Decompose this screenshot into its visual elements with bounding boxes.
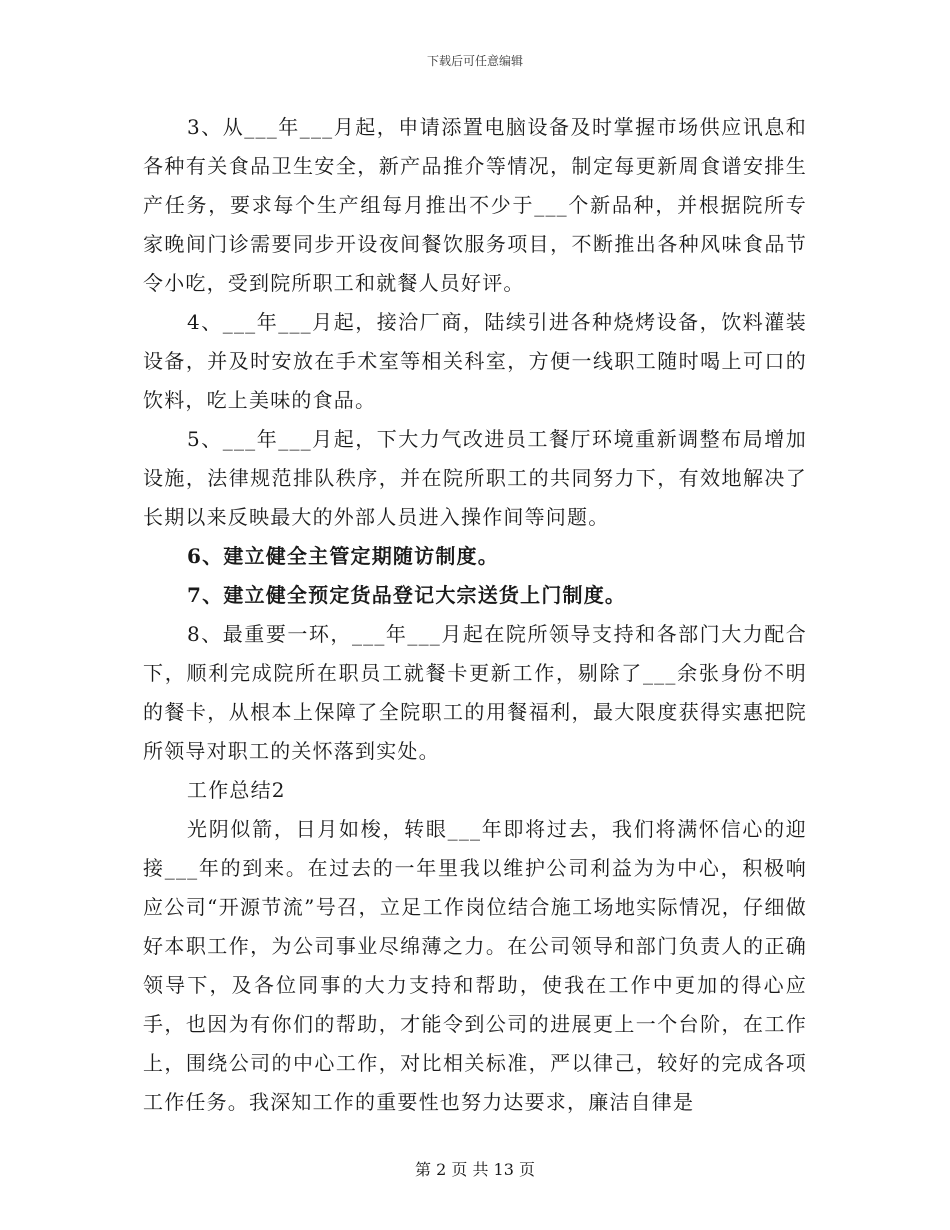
paragraph-item-7: 7、建立健全预定货品登记大宗送货上门制度。: [187, 583, 627, 607]
paragraph-item-5: 5、___年___月起，下大力气改进员工餐厅环境重新调整布局增加设施，法律规范排队秩序，并在院所职工的共同努力下，有效地解决了长期以来反映最大的外部人员进入操作间等问题。: [143, 427, 807, 529]
document-body: [143, 108, 807, 1122]
paragraph-item-8: 8、最重要一环，___年___月起在院所领导支持和各部门大力配合下，顺利完成院所在职员工就餐卡更新工作，剔除了___余张身份不明的餐卡，从根本上保障了全院职工的用餐福利，最大限度获得实惠把院所领导对职工的关怀落到实处。: [143, 622, 807, 763]
section-heading: 工作总结2: [187, 778, 286, 802]
paragraph-item-6: 6、建立健全主管定期随访制度。: [187, 544, 499, 568]
page-header: 下载后可任意编辑: [426, 54, 523, 68]
page-number-footer: 第 2 页 共 13 页: [415, 1160, 535, 1179]
paragraph-summary-2: 光阴似箭，日月如梭，转眼___年即将过去，我们将满怀信心的迎接___年的到来。在过去的一年里我以维护公司利益为为中心，积极响应公司“开源节流”号召，立足工作岗位结合施工场地实际情况，仔细做好本职工作，为公司事业尽绵薄之力。在公司领导和部门负责人的正确领导下，及各位同事的大力支持和帮助，使我在工作中更加的得心应手，也因为有你们的帮助，才能令到公司的进展更上一个台阶，在工作上，围绕公司的中心工作，对比相关标准，严以律己，较好的完成各项工作任务。我深知工作的重要性也努力达要求，廉洁自律是: [143, 817, 807, 1114]
paragraph-item-4: 4、___年___月起，接洽厂商，陆续引进各种烧烤设备，饮料灌装设备，并及时安放在手术室等相关科室，方便一线职工随时喝上可口的饮料，吃上美味的食品。: [143, 310, 807, 412]
paragraph-item-3: 3、从___年___月起，申请添置电脑设备及时掌握市场供应讯息和各种有关食品卫生安全，新产品推介等情况，制定每更新周食谱安排生产任务，要求每个生产组每月推出不少于___个新品种，并根据院所专家晚间门诊需要同步开设夜间餐饮服务项目，不断推出各种风味食品节令小吃，受到院所职工和就餐人员好评。: [143, 115, 807, 295]
